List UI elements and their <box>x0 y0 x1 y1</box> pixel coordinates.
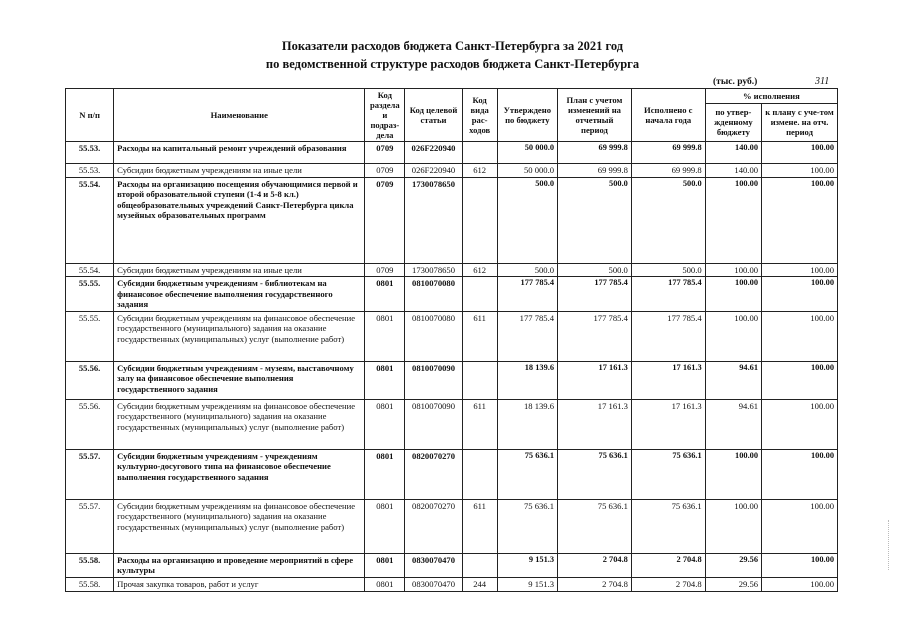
row-name: Субсидии бюджетным учреждениям на иные цели <box>114 263 365 277</box>
row-executed: 177 785.4 <box>631 311 705 361</box>
header-pct-plan: к плану с уче-том измене. на отч. период <box>762 103 838 141</box>
row-type-code <box>462 553 497 577</box>
row-target-code: 0820070270 <box>405 449 462 499</box>
row-number: 55.54. <box>66 263 114 277</box>
row-plan: 75 636.1 <box>558 449 632 499</box>
row-executed: 500.0 <box>631 263 705 277</box>
document-title-line-1: Показатели расходов бюджета Санкт-Петербурга за 2021 год <box>281 39 624 53</box>
row-target-code: 0810070090 <box>405 399 462 449</box>
row-number: 55.57. <box>66 499 114 553</box>
row-type-code <box>462 361 497 399</box>
row-approved: 500.0 <box>497 263 557 277</box>
row-plan: 2 704.8 <box>558 577 632 591</box>
row-number: 55.55. <box>66 311 114 361</box>
row-number: 55.58. <box>66 553 114 577</box>
header-section: Код раздела и подраз-дела <box>365 89 405 142</box>
row-executed: 2 704.8 <box>631 577 705 591</box>
row-name: Субсидии бюджетным учреждениям на иные цели <box>114 164 365 178</box>
row-pct-plan: 100.00 <box>762 553 838 577</box>
row-section-code: 0709 <box>365 142 405 164</box>
row-name: Субсидии бюджетным учреждениям на финансовое обеспечение государственного (муниципального) задания на оказание государственных (муниципальных) услуг (выполнение работ) <box>114 399 365 449</box>
row-pct-approved: 100.00 <box>705 263 761 277</box>
row-name: Субсидии бюджетным учреждениям - учреждениям культурно-досугового типа на финансовое обеспечение выполнения государственного задания <box>114 449 365 499</box>
row-pct-plan: 100.00 <box>762 449 838 499</box>
row-target-code: 0830070470 <box>405 577 462 591</box>
row-type-code: 611 <box>462 399 497 449</box>
header-executed: Исполнено с начала года <box>631 89 705 142</box>
row-target-code: 0810070090 <box>405 361 462 399</box>
row-pct-approved: 140.00 <box>705 164 761 178</box>
row-section-code: 0709 <box>365 263 405 277</box>
row-pct-plan: 100.00 <box>762 277 838 312</box>
header-approved: Утверждено по бюджету <box>497 89 557 142</box>
row-target-code: 1730078650 <box>405 177 462 263</box>
row-executed: 17 161.3 <box>631 361 705 399</box>
row-pct-plan: 100.00 <box>762 142 838 164</box>
row-pct-plan: 100.00 <box>762 577 838 591</box>
row-executed: 75 636.1 <box>631 449 705 499</box>
row-pct-plan: 100.00 <box>762 499 838 553</box>
row-name: Субсидии бюджетным учреждениям на финансовое обеспечение государственного (муниципального) задания на оказание государственных (муниципальных) услуг (выполнение работ) <box>114 499 365 553</box>
row-approved: 75 636.1 <box>497 499 557 553</box>
row-name: Субсидии бюджетным учреждениям - музеям, выставочному залу на финансовое обеспечение выполнения государственного задания <box>114 361 365 399</box>
table-row <box>66 177 838 263</box>
row-plan: 69 999.8 <box>558 142 632 164</box>
budget-table <box>65 88 838 592</box>
row-plan: 500.0 <box>558 177 632 263</box>
row-type-code: 611 <box>462 311 497 361</box>
row-pct-approved: 100.00 <box>705 499 761 553</box>
row-name: Расходы на капитальный ремонт учреждений образования <box>114 142 365 164</box>
row-target-code: 026F220940 <box>405 164 462 178</box>
row-number: 55.56. <box>66 361 114 399</box>
header-type: Код вида рас-ходов <box>462 89 497 142</box>
row-number: 55.58. <box>66 577 114 591</box>
units-label: (тыс. руб.) <box>713 77 758 87</box>
row-pct-plan: 100.00 <box>762 311 838 361</box>
row-pct-plan: 100.00 <box>762 361 838 399</box>
row-plan: 177 785.4 <box>558 311 632 361</box>
table-row <box>66 449 838 499</box>
table-row <box>66 553 838 577</box>
table-row <box>66 499 838 553</box>
row-pct-plan: 100.00 <box>762 399 838 449</box>
row-type-code: 611 <box>462 499 497 553</box>
row-pct-approved: 140.00 <box>705 142 761 164</box>
row-section-code: 0801 <box>365 399 405 449</box>
header-name: Наименование <box>114 89 365 142</box>
row-approved: 50 000.0 <box>497 164 557 178</box>
row-type-code: 612 <box>462 164 497 178</box>
row-plan: 2 704.8 <box>558 553 632 577</box>
row-target-code: 0830070470 <box>405 553 462 577</box>
row-section-code: 0709 <box>365 164 405 178</box>
row-name: Расходы на организацию и проведение мероприятий в сфере культуры <box>114 553 365 577</box>
row-type-code: 612 <box>462 263 497 277</box>
row-section-code: 0801 <box>365 499 405 553</box>
header-num: N п/п <box>66 89 114 142</box>
row-plan: 17 161.3 <box>558 361 632 399</box>
scan-marks <box>888 520 893 570</box>
row-pct-approved: 100.00 <box>705 449 761 499</box>
header-pct-group: % исполнения <box>705 89 837 104</box>
table-row <box>66 361 838 399</box>
document-title-line-2: по ведомственной структуре расходов бюджета Санкт-Петербурга <box>265 57 640 71</box>
row-section-code: 0709 <box>365 177 405 263</box>
row-executed: 177 785.4 <box>631 277 705 312</box>
table-row <box>66 577 838 591</box>
table-row <box>66 164 838 178</box>
row-number: 55.53. <box>66 142 114 164</box>
row-type-code: 244 <box>462 577 497 591</box>
row-executed: 500.0 <box>631 177 705 263</box>
row-pct-approved: 94.61 <box>705 399 761 449</box>
row-section-code: 0801 <box>365 449 405 499</box>
row-executed: 75 636.1 <box>631 499 705 553</box>
row-type-code <box>462 142 497 164</box>
row-target-code: 1730078650 <box>405 263 462 277</box>
row-name: Субсидии бюджетным учреждениям - библиотекам на финансовое обеспечение выполнения государственного задания <box>114 277 365 312</box>
row-name: Прочая закупка товаров, работ и услуг <box>114 577 365 591</box>
row-pct-approved: 100.00 <box>705 177 761 263</box>
row-type-code <box>462 449 497 499</box>
row-type-code <box>462 177 497 263</box>
row-name: Субсидии бюджетным учреждениям на финансовое обеспечение государственного (муниципального) задания на оказание государственных (муниципальных) услуг (выполнение работ) <box>114 311 365 361</box>
row-section-code: 0801 <box>365 577 405 591</box>
row-number: 55.55. <box>66 277 114 312</box>
row-pct-approved: 94.61 <box>705 361 761 399</box>
table-row <box>66 399 838 449</box>
row-number: 55.56. <box>66 399 114 449</box>
row-plan: 17 161.3 <box>558 399 632 449</box>
row-approved: 18 139.6 <box>497 361 557 399</box>
row-executed: 69 999.8 <box>631 164 705 178</box>
row-approved: 9 151.3 <box>497 553 557 577</box>
header-plan: План с учетом изменений на отчетный период <box>558 89 632 142</box>
row-plan: 75 636.1 <box>558 499 632 553</box>
row-target-code: 0810070080 <box>405 311 462 361</box>
row-pct-approved: 100.00 <box>705 277 761 312</box>
row-plan: 69 999.8 <box>558 164 632 178</box>
header-pct-approved: по утвер-жденному бюджету <box>705 103 761 141</box>
row-target-code: 0820070270 <box>405 499 462 553</box>
row-approved: 177 785.4 <box>497 277 557 312</box>
row-approved: 18 139.6 <box>497 399 557 449</box>
row-plan: 177 785.4 <box>558 277 632 312</box>
row-section-code: 0801 <box>365 311 405 361</box>
row-section-code: 0801 <box>365 361 405 399</box>
row-number: 55.54. <box>66 177 114 263</box>
row-target-code: 0810070080 <box>405 277 462 312</box>
row-approved: 500.0 <box>497 177 557 263</box>
row-pct-plan: 100.00 <box>762 177 838 263</box>
row-approved: 50 000.0 <box>497 142 557 164</box>
row-name: Расходы на организацию посещения обучающимися первой и второй образовательной ступени (1-4 и 5-8 кл.) общеобразовательных учреждений Санкт-Петербурга цикла музейных образовательных программ <box>114 177 365 263</box>
table-row <box>66 277 838 312</box>
header-target: Код целевой статьи <box>405 89 462 142</box>
row-executed: 69 999.8 <box>631 142 705 164</box>
row-type-code <box>462 277 497 312</box>
row-approved: 9 151.3 <box>497 577 557 591</box>
row-approved: 75 636.1 <box>497 449 557 499</box>
row-plan: 500.0 <box>558 263 632 277</box>
row-pct-approved: 100.00 <box>705 311 761 361</box>
row-pct-plan: 100.00 <box>762 263 838 277</box>
row-number: 55.53. <box>66 164 114 178</box>
row-pct-plan: 100.00 <box>762 164 838 178</box>
table-row <box>66 311 838 361</box>
row-approved: 177 785.4 <box>497 311 557 361</box>
row-section-code: 0801 <box>365 277 405 312</box>
row-pct-approved: 29.56 <box>705 553 761 577</box>
row-pct-approved: 29.56 <box>705 577 761 591</box>
row-executed: 17 161.3 <box>631 399 705 449</box>
row-target-code: 026F220940 <box>405 142 462 164</box>
row-executed: 2 704.8 <box>631 553 705 577</box>
table-row <box>66 263 838 277</box>
page-number: 311 <box>815 76 830 87</box>
row-number: 55.57. <box>66 449 114 499</box>
table-row <box>66 142 838 164</box>
table-body <box>66 142 838 592</box>
row-section-code: 0801 <box>365 553 405 577</box>
